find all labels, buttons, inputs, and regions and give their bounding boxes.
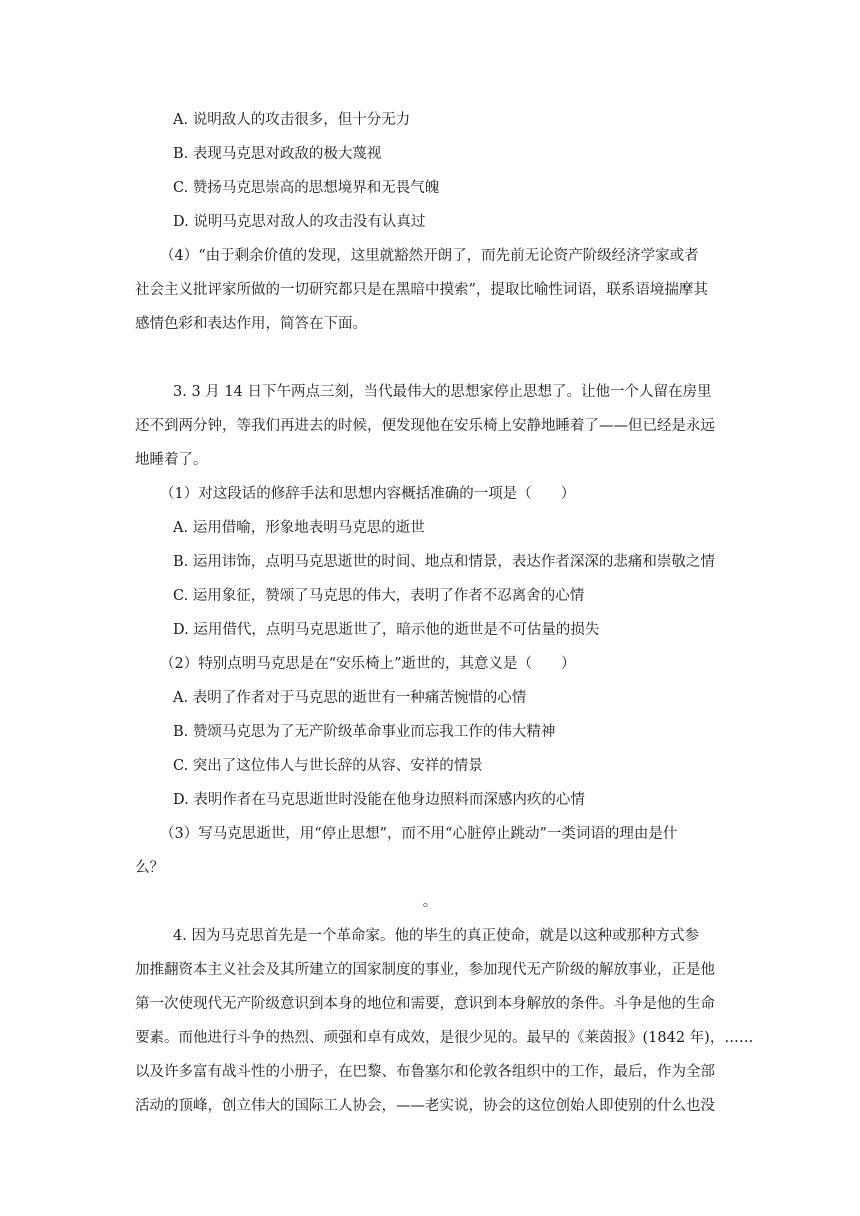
passage-4-line-5: 以及许多富有战斗性的小册子，在巴黎、布鲁塞尔和伦敦各组织中的工作，最后，作为全部 [135, 1064, 715, 1080]
question-3-3-line-2: 么？ [135, 860, 164, 876]
passage-4-line-2: 加推翻资本主义社会及其所建立的国家制度的事业，参加现代无产阶级的解放事业，正是他 [135, 962, 715, 978]
option-c-q3-2: C. 突出了这位伟人与世长辞的从容、安祥的情景 [173, 758, 483, 774]
question-2-4-line-2: 社会主义批评家所做的一切研究都只是在黑暗中摸索”，提取比喻性词语，联系语境揣摩其 [135, 282, 708, 298]
passage-4-line-4: 要素。而他进行斗争的热烈、顽强和卓有成效，是很少见的。最早的《莱茵报》(1842 年)，…… [135, 1030, 754, 1046]
option-d-q3-2: D. 表明作者在马克思逝世时没能在他身边照料而深感内疚的心情 [173, 792, 585, 808]
option-a-q3-1: A. 运用借喻，形象地表明马克思的逝世 [173, 520, 425, 536]
option-c-q3-1: C. 运用象征，赞颂了马克思的伟大，表明了作者不忍离舍的心情 [173, 588, 585, 604]
passage-3-line-3: 地睡着了。 [135, 452, 208, 468]
option-a-q3-2: A. 表明了作者对于马克思的逝世有一种痛苦惋惜的心情 [173, 690, 527, 706]
passage-3-line-2: 还不到两分钟，等我们再进去的时候，便发现他在安乐椅上安静地睡着了——但已经是永远 [135, 418, 715, 434]
passage-4-line-6: 活动的顶峰，创立伟大的国际工人协会，——老实说，协会的这位创始人即使别的什么也没 [135, 1098, 715, 1114]
option-b-q2-3: B. 表现马克思对政敌的极大蔑视 [173, 146, 382, 162]
question-2-4-line-1: （4）“由于剩余价值的发现，这里就豁然开朗了，而先前无论资产阶级经济学家或者 [160, 248, 699, 264]
option-c-q2-3: C. 赞扬马克思崇高的思想境界和无畏气魄 [173, 180, 440, 196]
option-d-q2-3: D. 说明马克思对敌人的攻击没有认真过 [173, 214, 426, 230]
passage-4-line-1: 4. 因为马克思首先是一个革命家。他的毕生的真正使命，就是以这种或那种方式参 [173, 928, 699, 944]
answer-blank-end: 。 [422, 894, 438, 910]
question-3-1: （1）对这段话的修辞手法和思想内容概括准确的一项是（ ） [160, 486, 576, 502]
question-3-2: （2）特别点明马克思是在“安乐椅上”逝世的，其意义是（ ） [160, 656, 576, 672]
passage-3-line-1: 3. 3 月 14 日下午两点三刻，当代最伟大的思想家停止思想了。让他一个人留在房里 [173, 384, 712, 400]
question-2-4-line-3: 感情色彩和表达作用，简答在下面。 [135, 316, 367, 332]
option-b-q3-2: B. 赞颂马克思为了无产阶级革命事业而忘我工作的伟大精神 [173, 724, 556, 740]
option-a-q2-3: A. 说明敌人的攻击很多，但十分无力 [173, 112, 411, 128]
option-b-q3-1: B. 运用讳饰，点明马克思逝世的时间、地点和情景，表达作者深深的悲痛和崇敬之情 [173, 554, 715, 570]
option-d-q3-1: D. 运用借代，点明马克思逝世了，暗示他的逝世是不可估量的损失 [173, 622, 600, 638]
question-3-3-line-1: （3）写马克思逝世，用“停止思想”，而不用“心脏停止跳动”一类词语的理由是什 [160, 826, 678, 842]
passage-4-line-3: 第一次使现代无产阶级意识到本身的地位和需要，意识到本身解放的条件。斗争是他的生命 [135, 996, 715, 1012]
